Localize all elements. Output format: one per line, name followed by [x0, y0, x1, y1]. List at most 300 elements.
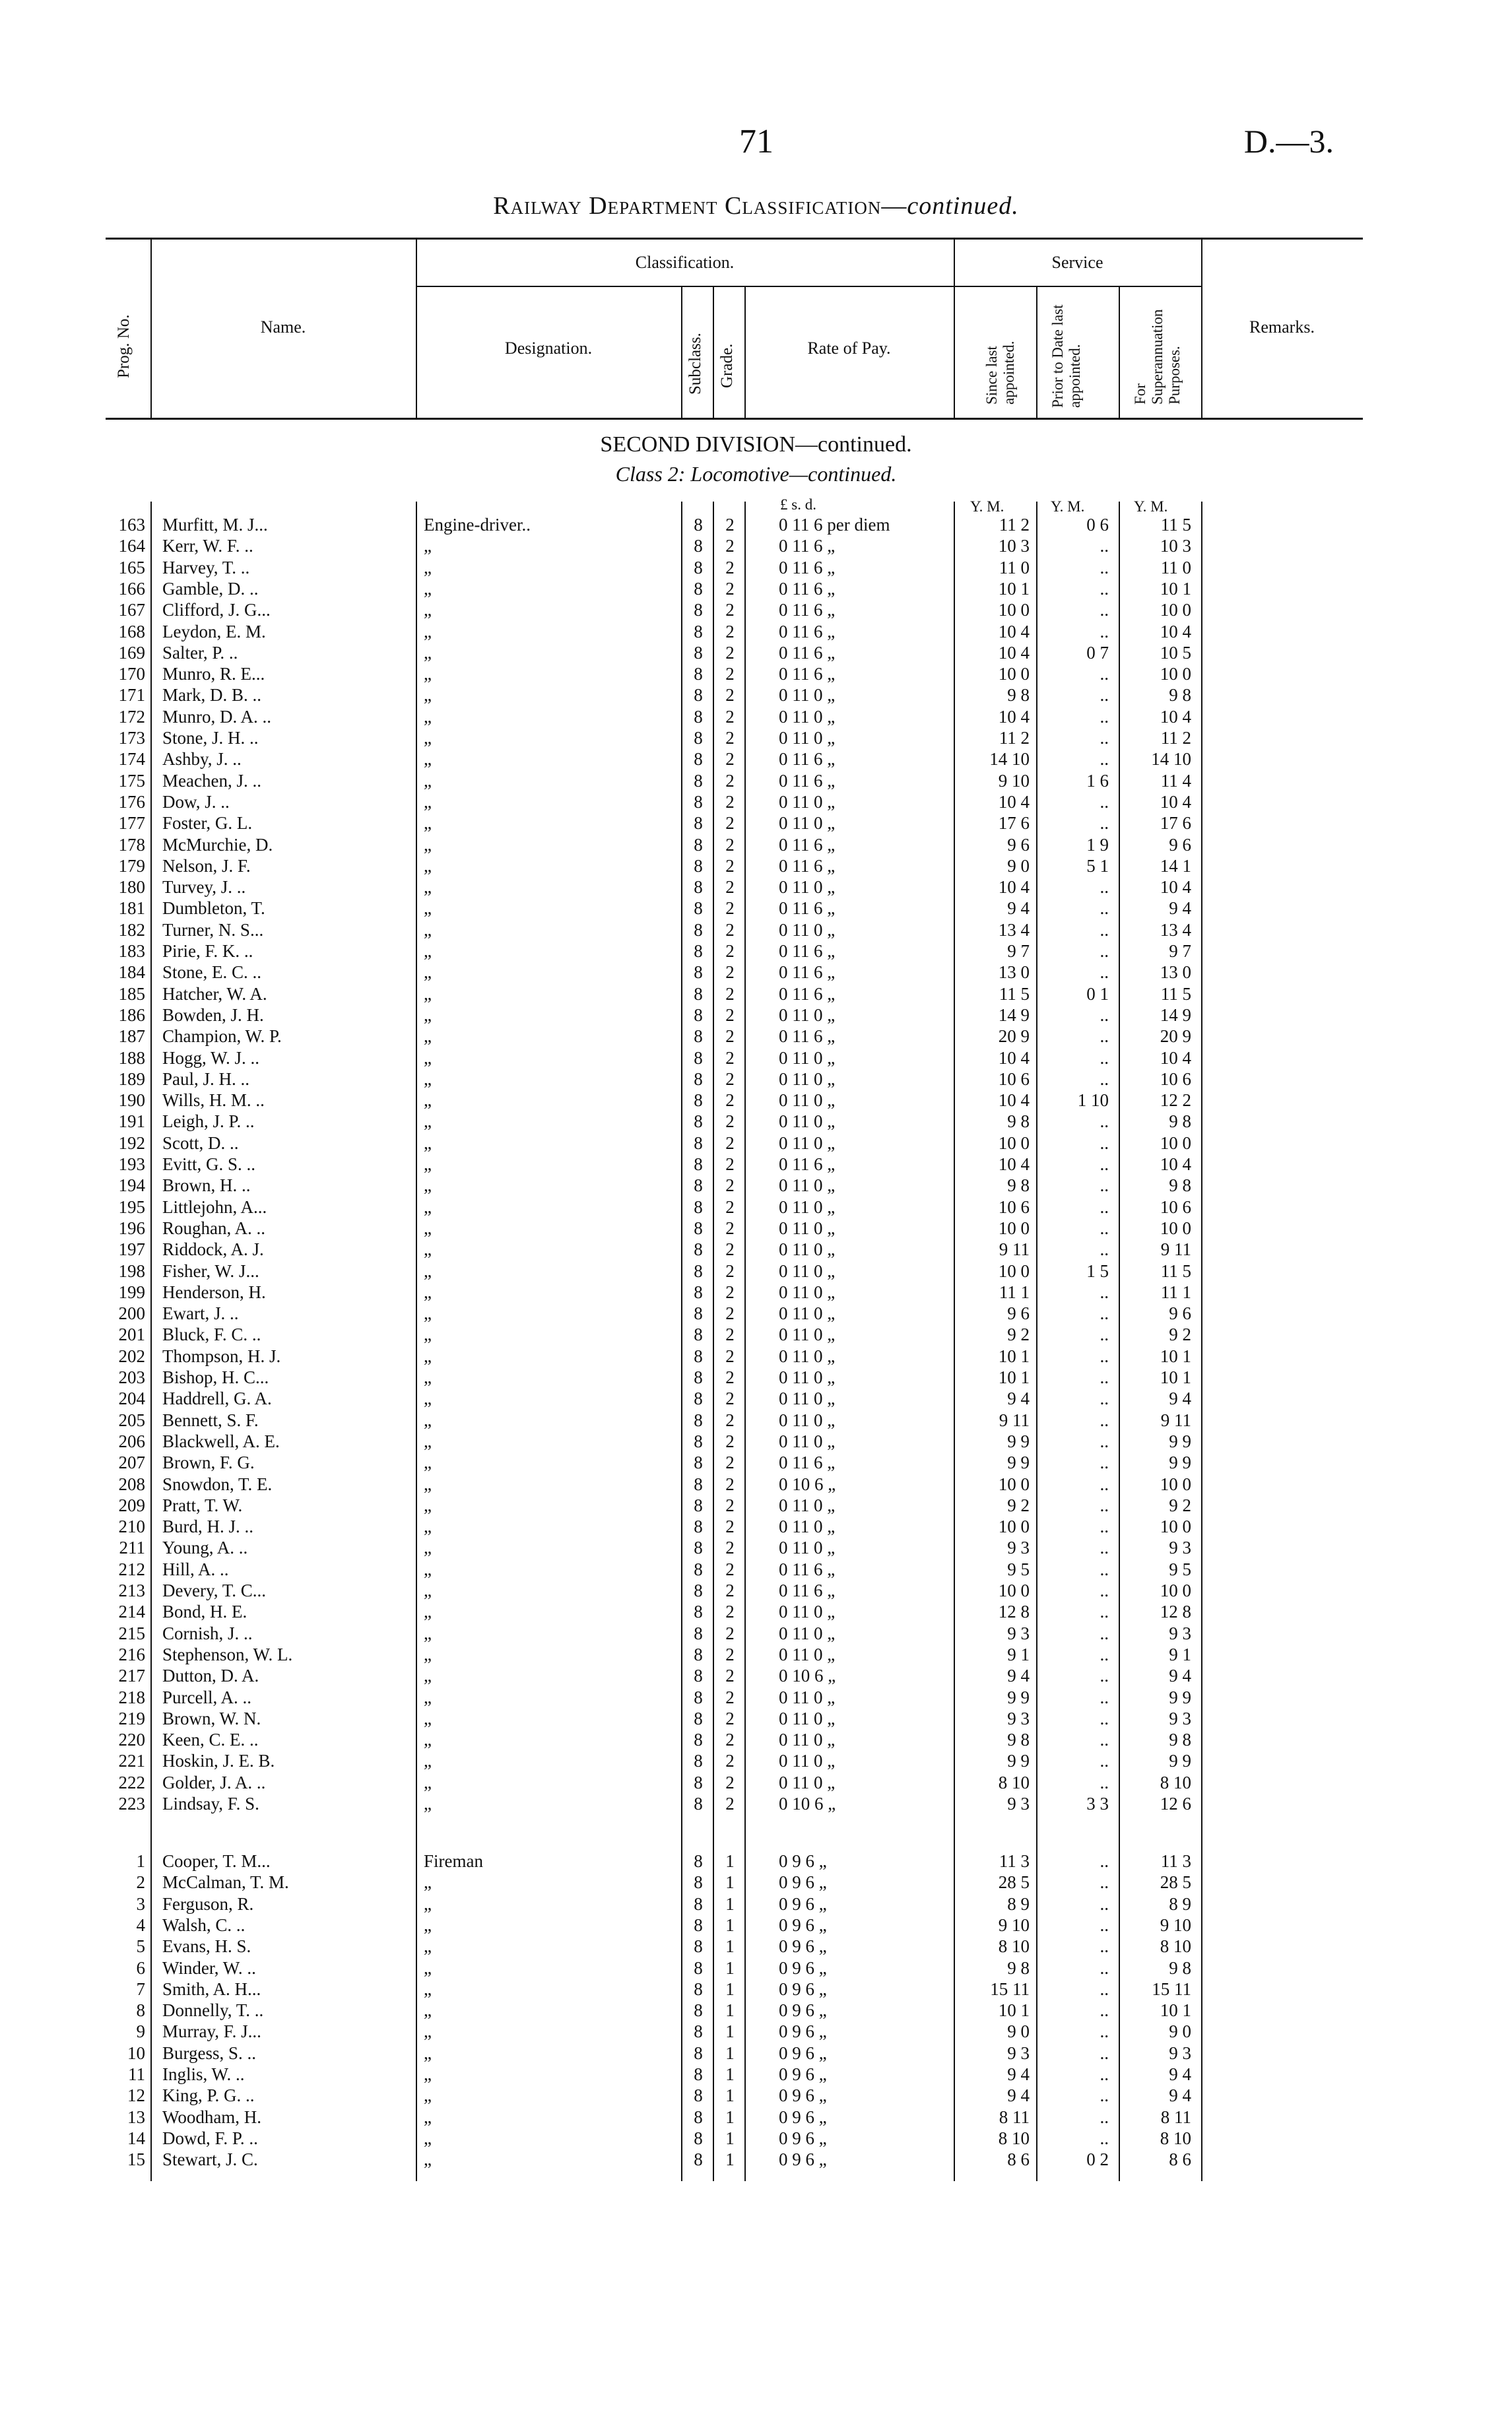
prior-to-date-cell: 0 6 — [1086, 515, 1109, 535]
designation-cell: „ — [424, 1325, 432, 1345]
subclass-cell: 8 — [694, 1111, 703, 1132]
prog-no-cell: 218 — [118, 1687, 145, 1707]
prior-to-date-cell: .. — [1100, 1936, 1109, 1957]
since-last-appointed-cell: 9 4 — [1007, 1389, 1030, 1409]
rate-of-pay-cell: 0 10 6 „ — [779, 1666, 836, 1686]
designation-cell: „ — [424, 898, 432, 919]
staff-name-cell: Stephenson, W. L. — [162, 1644, 293, 1664]
superannuation-cell: 10 4 — [1160, 621, 1191, 641]
prior-to-date-cell: .. — [1100, 1581, 1109, 1600]
staff-name-cell: Pratt, T. W. — [162, 1495, 243, 1515]
since-last-appointed-cell: 10 0 — [998, 664, 1030, 684]
prog-no-cell: 183 — [118, 941, 145, 961]
since-last-appointed-cell: 9 11 — [999, 1239, 1030, 1260]
prog-no-cell: 197 — [118, 1239, 145, 1260]
prior-to-date-cell: .. — [1100, 919, 1109, 940]
prog-no-cell: 196 — [118, 1218, 145, 1238]
table-row — [106, 2043, 1363, 2065]
staff-name-cell: Paul, J. H. .. — [162, 1068, 250, 1089]
superannuation-cell: 13 4 — [1160, 919, 1191, 940]
since-last-appointed-cell: 14 9 — [998, 1004, 1030, 1025]
prior-to-date-cell: .. — [1100, 898, 1109, 919]
superannuation-cell: 9 9 — [1169, 1751, 1191, 1771]
rate-of-pay-cell: 0 11 0 „ — [779, 1730, 836, 1750]
prog-no-cell: 217 — [118, 1666, 145, 1686]
subclass-cell: 8 — [694, 1026, 703, 1047]
designation-cell: „ — [424, 1559, 432, 1579]
rate-of-pay-cell: 0 11 0 „ — [779, 706, 836, 727]
superannuation-cell: 8 10 — [1160, 1772, 1191, 1792]
prog-no-cell: 172 — [118, 706, 145, 727]
rate-of-pay-cell: 0 11 0 „ — [779, 1196, 836, 1217]
subclass-cell: 8 — [694, 1389, 703, 1409]
prog-no-cell: 12 — [127, 2085, 145, 2106]
superannuation-cell: 10 6 — [1160, 1196, 1191, 1217]
prog-no-cell: 203 — [118, 1367, 145, 1387]
table-row — [106, 2107, 1363, 2129]
designation-cell: „ — [424, 2064, 432, 2084]
prior-to-date-cell: .. — [1100, 2043, 1109, 2063]
rate-of-pay-cell: 0 11 0 „ — [779, 1218, 836, 1238]
since-last-appointed-cell: 10 4 — [998, 1047, 1030, 1068]
since-last-appointed-cell: 9 6 — [1007, 1303, 1030, 1324]
grade-cell: 2 — [725, 1239, 735, 1260]
rate-of-pay-cell: 0 11 0 „ — [779, 1623, 836, 1643]
superannuation-cell: 10 0 — [1160, 1517, 1191, 1537]
superannuation-cell: 8 6 — [1169, 2149, 1191, 2170]
subclass-cell: 8 — [694, 1730, 703, 1750]
prog-no-cell: 165 — [118, 557, 145, 577]
designation-cell: „ — [424, 2043, 432, 2063]
grade-cell: 2 — [725, 941, 735, 961]
superannuation-cell: 10 0 — [1160, 664, 1191, 684]
subclass-cell: 8 — [694, 1708, 703, 1728]
rate-of-pay-cell: 0 11 6 „ — [779, 855, 836, 876]
table-row — [106, 1133, 1363, 1155]
designation-cell: „ — [424, 1644, 432, 1664]
prog-no-cell: 169 — [118, 642, 145, 663]
prog-no-cell: 166 — [118, 578, 145, 599]
prior-to-date-cell: .. — [1100, 1687, 1109, 1707]
table-row — [106, 749, 1363, 771]
table-row — [106, 728, 1363, 750]
subclass-cell: 8 — [694, 1623, 703, 1643]
grade-cell: 2 — [725, 1453, 735, 1473]
grade-cell: 2 — [725, 642, 735, 663]
header-subclass: Subclass. — [686, 333, 704, 395]
prior-to-date-cell: .. — [1100, 1004, 1109, 1025]
page-number: 71 — [739, 123, 773, 160]
grade-cell: 2 — [725, 1666, 735, 1686]
since-last-appointed-cell: 11 1 — [999, 1282, 1030, 1302]
subclass-cell: 8 — [694, 2149, 703, 2170]
header-for-superannuation: For Superannuation Purposes. — [1132, 309, 1183, 405]
table-row — [106, 1197, 1363, 1219]
since-last-appointed-cell: 14 10 — [989, 749, 1030, 770]
table-row — [106, 835, 1363, 857]
table-row — [106, 1154, 1363, 1176]
staff-name-cell: Bond, H. E. — [162, 1602, 247, 1622]
superannuation-cell: 10 6 — [1160, 1068, 1191, 1089]
table-row — [106, 941, 1363, 963]
staff-name-cell: Bluck, F. C. .. — [162, 1325, 261, 1345]
subclass-cell: 8 — [694, 749, 703, 770]
designation-cell: „ — [424, 791, 432, 812]
staff-name-cell: Scott, D. .. — [162, 1132, 239, 1153]
superannuation-cell: 14 10 — [1151, 749, 1191, 770]
prog-no-cell: 2 — [136, 1872, 145, 1893]
since-last-appointed-cell: 9 9 — [1007, 1453, 1030, 1473]
prior-to-date-cell: 1 6 — [1086, 770, 1109, 791]
grade-cell: 1 — [725, 1979, 735, 1999]
staff-name-cell: Harvey, T. .. — [162, 557, 250, 577]
subclass-cell: 8 — [694, 1602, 703, 1622]
rate-of-pay-cell: 0 11 0 „ — [779, 1090, 836, 1111]
staff-name-cell: Haddrell, G. A. — [162, 1389, 272, 1409]
grade-cell: 2 — [725, 834, 735, 855]
grade-cell: 2 — [725, 621, 735, 641]
since-last-appointed-cell: 12 8 — [998, 1602, 1030, 1622]
prog-no-cell: 4 — [136, 1915, 145, 1935]
staff-name-cell: Ewart, J. .. — [162, 1303, 239, 1324]
grade-cell: 2 — [725, 770, 735, 791]
designation-cell: „ — [424, 1004, 432, 1025]
staff-name-cell: Fisher, W. J... — [162, 1261, 259, 1281]
since-last-appointed-cell: 9 9 — [1007, 1751, 1030, 1771]
table-row — [106, 2085, 1363, 2107]
table-row — [106, 1851, 1363, 1873]
staff-name-cell: Mark, D. B. .. — [162, 685, 261, 705]
superannuation-cell: 9 3 — [1169, 1538, 1191, 1558]
designation-cell: „ — [424, 1154, 432, 1174]
superannuation-cell: 9 8 — [1169, 685, 1191, 705]
subclass-cell: 8 — [694, 1218, 703, 1238]
prog-no-cell: 200 — [118, 1303, 145, 1324]
grade-cell: 2 — [725, 1154, 735, 1174]
designation-cell: „ — [424, 557, 432, 577]
table-row — [106, 1894, 1363, 1916]
grade-cell: 2 — [725, 1751, 735, 1771]
staff-name-cell: Hogg, W. J. .. — [162, 1047, 260, 1068]
prior-to-date-cell: .. — [1100, 1851, 1109, 1871]
prog-no-cell: 174 — [118, 749, 145, 770]
designation-cell: „ — [424, 1538, 432, 1558]
superannuation-cell: 10 1 — [1160, 1346, 1191, 1366]
prior-to-date-cell: 1 9 — [1086, 834, 1109, 855]
grade-cell: 2 — [725, 1602, 735, 1622]
staff-name-cell: Foster, G. L. — [162, 813, 253, 834]
designation-cell: „ — [424, 1872, 432, 1893]
since-last-appointed-cell: 11 2 — [999, 728, 1030, 748]
grade-cell: 1 — [725, 1893, 735, 1914]
prog-no-cell: 180 — [118, 877, 145, 898]
since-last-appointed-cell: 10 1 — [998, 2000, 1030, 2021]
superannuation-cell: 10 4 — [1160, 791, 1191, 812]
rate-of-pay-cell: 0 11 6 per diem — [779, 515, 890, 535]
prog-no-cell: 208 — [118, 1474, 145, 1494]
rate-of-pay-cell: 0 9 6 „ — [779, 2021, 827, 2042]
rate-of-pay-cell: 0 11 6 „ — [779, 941, 836, 961]
rate-of-pay-cell: 0 11 0 „ — [779, 1111, 836, 1132]
subclass-cell: 8 — [694, 1872, 703, 1893]
rate-of-pay-cell: 0 11 0 „ — [779, 1239, 836, 1260]
grade-cell: 2 — [725, 962, 735, 983]
rate-of-pay-cell: 0 11 6 „ — [779, 536, 836, 556]
superannuation-cell: 9 2 — [1169, 1495, 1191, 1515]
prior-to-date-cell: .. — [1100, 578, 1109, 599]
designation-cell: „ — [424, 2107, 432, 2127]
rate-of-pay-cell: 0 11 0 „ — [779, 919, 836, 940]
designation-cell: „ — [424, 1936, 432, 1957]
since-last-appointed-cell: 9 3 — [1007, 1708, 1030, 1728]
subclass-cell: 8 — [694, 877, 703, 898]
grade-cell: 2 — [725, 1175, 735, 1196]
subclass-cell: 8 — [694, 1282, 703, 1302]
superannuation-cell: 10 3 — [1160, 536, 1191, 556]
grade-cell: 2 — [725, 1495, 735, 1515]
prior-to-date-cell: .. — [1100, 1915, 1109, 1935]
subclass-cell: 8 — [694, 536, 703, 556]
superannuation-cell: 9 8 — [1169, 1957, 1191, 1978]
grade-cell: 1 — [725, 1872, 735, 1893]
designation-cell: „ — [424, 1893, 432, 1914]
grade-cell: 2 — [725, 1708, 735, 1728]
table-row — [106, 1090, 1363, 1112]
since-last-appointed-cell: 28 5 — [998, 1872, 1030, 1893]
table-row — [106, 1346, 1363, 1368]
designation-cell: „ — [424, 1517, 432, 1537]
since-last-appointed-cell: 8 11 — [999, 2107, 1030, 2127]
grade-cell: 1 — [725, 2064, 735, 2084]
table-row — [106, 1282, 1363, 1304]
prior-to-date-cell: .. — [1100, 2064, 1109, 2084]
prog-no-cell: 164 — [118, 536, 145, 556]
designation-cell: „ — [424, 664, 432, 684]
staff-name-cell: Turner, N. S... — [162, 919, 264, 940]
table-row — [106, 1915, 1363, 1937]
since-last-appointed-cell: 10 0 — [998, 1261, 1030, 1281]
since-last-appointed-cell: 11 0 — [999, 557, 1030, 577]
rate-of-pay-cell: 0 11 6 „ — [779, 621, 836, 641]
prior-to-date-cell: .. — [1100, 1111, 1109, 1132]
subclass-cell: 8 — [694, 1303, 703, 1324]
designation-cell: „ — [424, 1708, 432, 1728]
table-row — [106, 1979, 1363, 2001]
grade-cell: 1 — [725, 2107, 735, 2127]
grade-cell: 2 — [725, 1644, 735, 1664]
since-last-appointed-cell: 9 9 — [1007, 1431, 1030, 1451]
prior-to-date-cell: .. — [1100, 2085, 1109, 2106]
superannuation-cell: 10 4 — [1160, 706, 1191, 727]
subclass-cell: 8 — [694, 2000, 703, 2021]
rate-of-pay-cell: 0 11 0 „ — [779, 1772, 836, 1792]
since-last-appointed-cell: 10 3 — [998, 536, 1030, 556]
subclass-cell: 8 — [694, 557, 703, 577]
staff-name-cell: Dowd, F. P. .. — [162, 2128, 258, 2148]
superannuation-cell: 9 3 — [1169, 1708, 1191, 1728]
designation-cell: „ — [424, 1303, 432, 1324]
table-row — [106, 1453, 1363, 1474]
since-last-appointed-cell: 10 4 — [998, 791, 1030, 812]
table-row — [106, 1517, 1363, 1538]
prog-no-cell: 198 — [118, 1261, 145, 1281]
subclass-cell: 8 — [694, 642, 703, 663]
prior-to-date-cell: .. — [1100, 1325, 1109, 1345]
prior-to-date-cell: 0 1 — [1086, 983, 1109, 1004]
staff-name-cell: Inglis, W. .. — [162, 2064, 245, 2084]
grade-cell: 2 — [725, 1581, 735, 1600]
superannuation-cell: 9 7 — [1169, 941, 1191, 961]
subclass-cell: 8 — [694, 962, 703, 983]
staff-name-cell: Hill, A. .. — [162, 1559, 229, 1579]
staff-name-cell: King, P. G. .. — [162, 2085, 255, 2106]
table-row — [106, 1794, 1363, 1816]
staff-name-cell: Murray, F. J... — [162, 2021, 261, 2042]
designation-cell: „ — [424, 1431, 432, 1451]
superannuation-cell: 11 5 — [1160, 1261, 1191, 1281]
staff-name-cell: Cornish, J. .. — [162, 1623, 253, 1643]
prog-no-cell: 171 — [118, 685, 145, 705]
rate-of-pay-cell: 0 11 0 „ — [779, 1282, 836, 1302]
table-row — [106, 1602, 1363, 1623]
prior-to-date-cell: .. — [1100, 1893, 1109, 1914]
table-row — [106, 1730, 1363, 1752]
staff-name-cell: Munro, R. E... — [162, 664, 265, 684]
designation-cell: „ — [424, 962, 432, 983]
rate-of-pay-cell: 0 11 0 „ — [779, 1495, 836, 1515]
since-last-appointed-cell: 10 4 — [998, 642, 1030, 663]
since-last-appointed-cell: 10 4 — [998, 621, 1030, 641]
since-last-appointed-cell: 9 3 — [1007, 1623, 1030, 1643]
rate-of-pay-cell: 0 11 0 „ — [779, 1367, 836, 1387]
table-row — [106, 515, 1363, 537]
superannuation-cell: 14 9 — [1160, 1004, 1191, 1025]
prog-no-cell: 1 — [136, 1851, 145, 1871]
page-title: Railway Department Classification—continued. — [493, 192, 1019, 220]
table-row — [106, 1261, 1363, 1283]
prog-no-cell: 199 — [118, 1282, 145, 1302]
subclass-cell: 8 — [694, 1772, 703, 1792]
superannuation-cell: 9 2 — [1169, 1325, 1191, 1345]
since-last-appointed-cell: 10 0 — [998, 1474, 1030, 1494]
prior-to-date-cell: 0 7 — [1086, 642, 1109, 663]
designation-cell: „ — [424, 1957, 432, 1978]
prior-to-date-cell: .. — [1100, 1453, 1109, 1473]
designation-cell: „ — [424, 1495, 432, 1515]
grade-cell: 2 — [725, 1623, 735, 1643]
superannuation-cell: 9 0 — [1169, 2021, 1191, 2042]
staff-name-cell: Ashby, J. .. — [162, 749, 242, 770]
rate-of-pay-cell: 0 11 6 „ — [779, 898, 836, 919]
superannuation-cell: 9 4 — [1169, 1666, 1191, 1686]
superannuation-cell: 10 1 — [1160, 2000, 1191, 2021]
grade-cell: 2 — [725, 1090, 735, 1111]
table-row — [106, 1048, 1363, 1070]
table-row — [106, 1581, 1363, 1602]
staff-name-cell: Riddock, A. J. — [162, 1239, 264, 1260]
prior-to-date-cell: .. — [1100, 2000, 1109, 2021]
rate-of-pay-cell: 0 11 0 „ — [779, 813, 836, 834]
grade-cell: 2 — [725, 1794, 735, 1814]
staff-name-cell: Littlejohn, A... — [162, 1196, 267, 1217]
prior-to-date-cell: .. — [1100, 1979, 1109, 1999]
rate-of-pay-cell: 0 9 6 „ — [779, 2085, 827, 2106]
table-row — [106, 2149, 1363, 2171]
designation-cell: „ — [424, 685, 432, 705]
rate-of-pay-cell: 0 9 6 „ — [779, 1872, 827, 1893]
table-row — [106, 856, 1363, 878]
grade-cell: 2 — [725, 813, 735, 834]
rate-of-pay-cell: 0 11 0 „ — [779, 1431, 836, 1451]
staff-name-cell: Wills, H. M. .. — [162, 1090, 265, 1111]
since-last-appointed-cell: 8 9 — [1007, 1893, 1030, 1914]
subclass-cell: 8 — [694, 1794, 703, 1814]
designation-cell: „ — [424, 621, 432, 641]
prog-no-cell: 170 — [118, 664, 145, 684]
designation-cell: „ — [424, 536, 432, 556]
prog-no-cell: 204 — [118, 1389, 145, 1409]
prog-no-cell: 189 — [118, 1068, 145, 1089]
designation-cell: „ — [424, 600, 432, 620]
since-last-appointed-cell: 13 0 — [998, 962, 1030, 983]
header-rate-of-pay: Rate of Pay. — [807, 339, 891, 358]
since-last-appointed-cell: 9 4 — [1007, 2085, 1030, 2106]
rate-of-pay-cell: 0 11 6 „ — [779, 1559, 836, 1579]
table-row — [106, 1474, 1363, 1496]
rate-of-pay-cell: 0 11 0 „ — [779, 728, 836, 748]
subclass-cell: 8 — [694, 1851, 703, 1871]
subclass-cell: 8 — [694, 664, 703, 684]
since-last-appointed-cell: 10 4 — [998, 1090, 1030, 1111]
since-last-appointed-cell: 9 1 — [1007, 1644, 1030, 1664]
prior-to-date-cell: .. — [1100, 1751, 1109, 1771]
table-row — [106, 1303, 1363, 1325]
staff-name-cell: Champion, W. P. — [162, 1026, 282, 1047]
prior-to-date-cell: .. — [1100, 813, 1109, 834]
grade-cell: 2 — [725, 1389, 735, 1409]
rate-of-pay-cell: 0 11 6 „ — [779, 664, 836, 684]
rate-of-pay-cell: 0 11 6 „ — [779, 749, 836, 770]
designation-cell: „ — [424, 1410, 432, 1430]
table-row — [106, 664, 1363, 686]
rate-of-pay-cell: 0 11 6 „ — [779, 578, 836, 599]
prior-to-date-cell: .. — [1100, 1495, 1109, 1515]
prog-no-cell: 14 — [127, 2128, 145, 2148]
since-last-appointed-cell: 10 6 — [998, 1196, 1030, 1217]
prior-to-date-cell: .. — [1100, 1132, 1109, 1153]
grade-cell: 2 — [725, 728, 735, 748]
since-last-appointed-cell: 10 4 — [998, 877, 1030, 898]
section-heading: SECOND DIVISION—continued. — [600, 432, 912, 457]
since-last-appointed-cell: 9 4 — [1007, 898, 1030, 919]
staff-name-cell: Hatcher, W. A. — [162, 983, 267, 1004]
prior-to-date-cell: .. — [1100, 1708, 1109, 1728]
superannuation-cell: 10 0 — [1160, 1132, 1191, 1153]
subclass-cell: 8 — [694, 1538, 703, 1558]
rate-of-pay-cell: 0 11 0 „ — [779, 1068, 836, 1089]
prior-to-date-cell: .. — [1100, 1957, 1109, 1978]
grade-cell: 2 — [725, 1517, 735, 1537]
superannuation-cell: 9 5 — [1169, 1559, 1191, 1579]
since-last-appointed-cell: 17 6 — [998, 813, 1030, 834]
subclass-cell: 8 — [694, 1196, 703, 1217]
grade-cell: 2 — [725, 1325, 735, 1345]
rate-of-pay-cell: 0 11 0 „ — [779, 1261, 836, 1281]
designation-cell: „ — [424, 2021, 432, 2042]
subclass-cell: 8 — [694, 621, 703, 641]
superannuation-cell: 8 9 — [1169, 1893, 1191, 1914]
prog-no-cell: 3 — [136, 1893, 145, 1914]
